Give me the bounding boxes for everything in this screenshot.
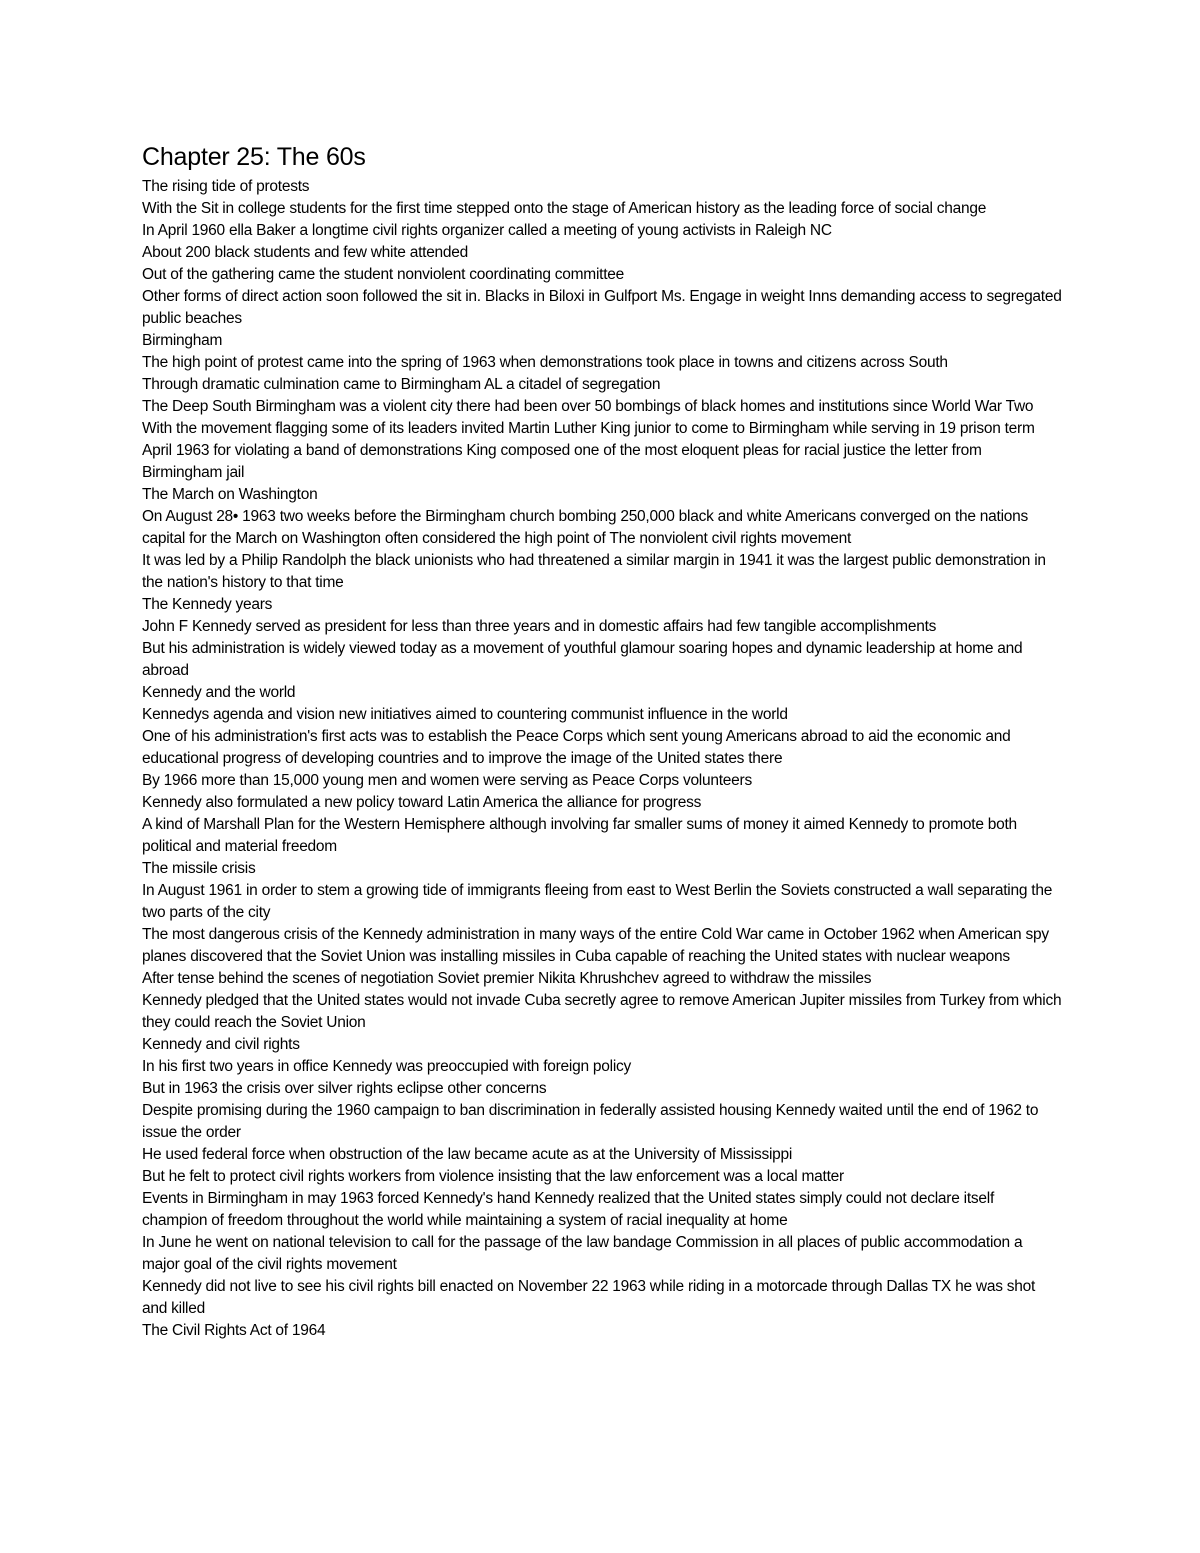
section-heading: Kennedy and civil rights [142,1036,300,1053]
document-title: Chapter 25: The 60s [142,143,366,171]
paragraph: About 200 black students and few white attended [142,244,469,261]
section-heading: Kennedy and the world [142,684,296,701]
section-heading: Birmingham [142,332,223,349]
paragraph: It was led by a Philip Randolph the black unionists who had threatened a similar margin in 1941 it was the largest public demonstration in the nation's history to that time [142,552,1046,591]
document-page [142,140,1062,1342]
paragraph: In April 1960 ella Baker a longtime civil rights organizer called a meeting of young activists in Raleigh NC [142,222,832,239]
paragraph: In his first two years in office Kennedy was preoccupied with foreign policy [142,1058,632,1075]
paragraph: With the movement flagging some of its leaders invited Martin Luther King junior to come to Birmingham while serving in 19 prison term April 1963 for violating a band of demonstrations King composed one of the most eloquent pleas for racial justice the letter from Birmingham jail [142,420,1035,481]
paragraph: With the Sit in college students for the first time stepped onto the stage of American history as the leading force of social change [142,200,987,217]
paragraph: Kennedys agenda and vision new initiatives aimed to countering communist influence in the world [142,706,788,723]
paragraph: Through dramatic culmination came to Birmingham AL a citadel of segregation [142,376,661,393]
paragraph: Kennedy pledged that the United states would not invade Cuba secretly agree to remove American Jupiter missiles from Turkey from which they could reach the Soviet Union [142,992,1062,1031]
paragraph: He used federal force when obstruction of the law became acute as at the University of Mississippi [142,1146,793,1163]
paragraph: Despite promising during the 1960 campaign to ban discrimination in federally assisted housing Kennedy waited until the end of 1962 to issue the order [142,1102,1039,1141]
paragraph: Kennedy also formulated a new policy toward Latin America the alliance for progress [142,794,702,811]
paragraph: The rising tide of protests [142,178,310,195]
paragraph: On August 28• 1963 two weeks before the Birmingham church bombing 250,000 black and white Americans converged on the nations capital for the March on Washington often considered the high point of The nonviolent civil rights movement [142,508,1029,547]
paragraph: A kind of Marshall Plan for the Western Hemisphere although involving far smaller sums of money it aimed Kennedy to promote both political and material freedom [142,816,1017,855]
paragraph: The most dangerous crisis of the Kennedy administration in many ways of the entire Cold War came in October 1962 when American spy planes discovered that the Soviet Union was installing missiles in Cuba capable of reaching the United states with nuclear weapons [142,926,1049,965]
paragraph: In August 1961 in order to stem a growing tide of immigrants fleeing from east to West Berlin the Soviets constructed a wall separating the two parts of the city [142,882,1053,921]
paragraph: But he felt to protect civil rights workers from violence insisting that the law enforcement was a local matter [142,1168,844,1185]
paragraph: Kennedy did not live to see his civil rights bill enacted on November 22 1963 while riding in a motorcade through Dallas TX he was shot and killed [142,1278,1036,1317]
paragraph: The Deep South Birmingham was a violent city there had been over 50 bombings of black homes and institutions since World War Two [142,398,1034,415]
paragraph: By 1966 more than 15,000 young men and women were serving as Peace Corps volunteers [142,772,752,789]
paragraph: Events in Birmingham in may 1963 forced Kennedy's hand Kennedy realized that the United states simply could not declare itself champion of freedom throughout the world while maintaining a system of racial inequality at home [142,1190,995,1229]
paragraph: Out of the gathering came the student nonviolent coordinating committee [142,266,624,283]
paragraph: In June he went on national television to call for the passage of the law bandage Commission in all places of public accommodation a major goal of the civil rights movement [142,1234,1023,1273]
paragraph: After tense behind the scenes of negotiation Soviet premier Nikita Khrushchev agreed to withdraw the missiles [142,970,872,987]
paragraph: But his administration is widely viewed today as a movement of youthful glamour soaring hopes and dynamic leadership at home and abroad [142,640,1023,679]
section-heading: The missile crisis [142,860,256,877]
paragraph: Other forms of direct action soon followed the sit in. Blacks in Biloxi in Gulfport Ms. Engage in weight Inns demanding access to segregated public beaches [142,288,1062,327]
section-heading: The Civil Rights Act of 1964 [142,1322,326,1339]
paragraph: But in 1963 the crisis over silver rights eclipse other concerns [142,1080,547,1097]
section-heading: The March on Washington [142,486,318,503]
paragraph: The high point of protest came into the spring of 1963 when demonstrations took place in towns and citizens across South [142,354,948,371]
paragraph: John F Kennedy served as president for less than three years and in domestic affairs had few tangible accomplishments [142,618,937,635]
section-heading: The Kennedy years [142,596,273,613]
paragraph: One of his administration's first acts was to establish the Peace Corps which sent young Americans abroad to aid the economic and educational progress of developing countries and to improve the image of the United states there [142,728,1011,767]
